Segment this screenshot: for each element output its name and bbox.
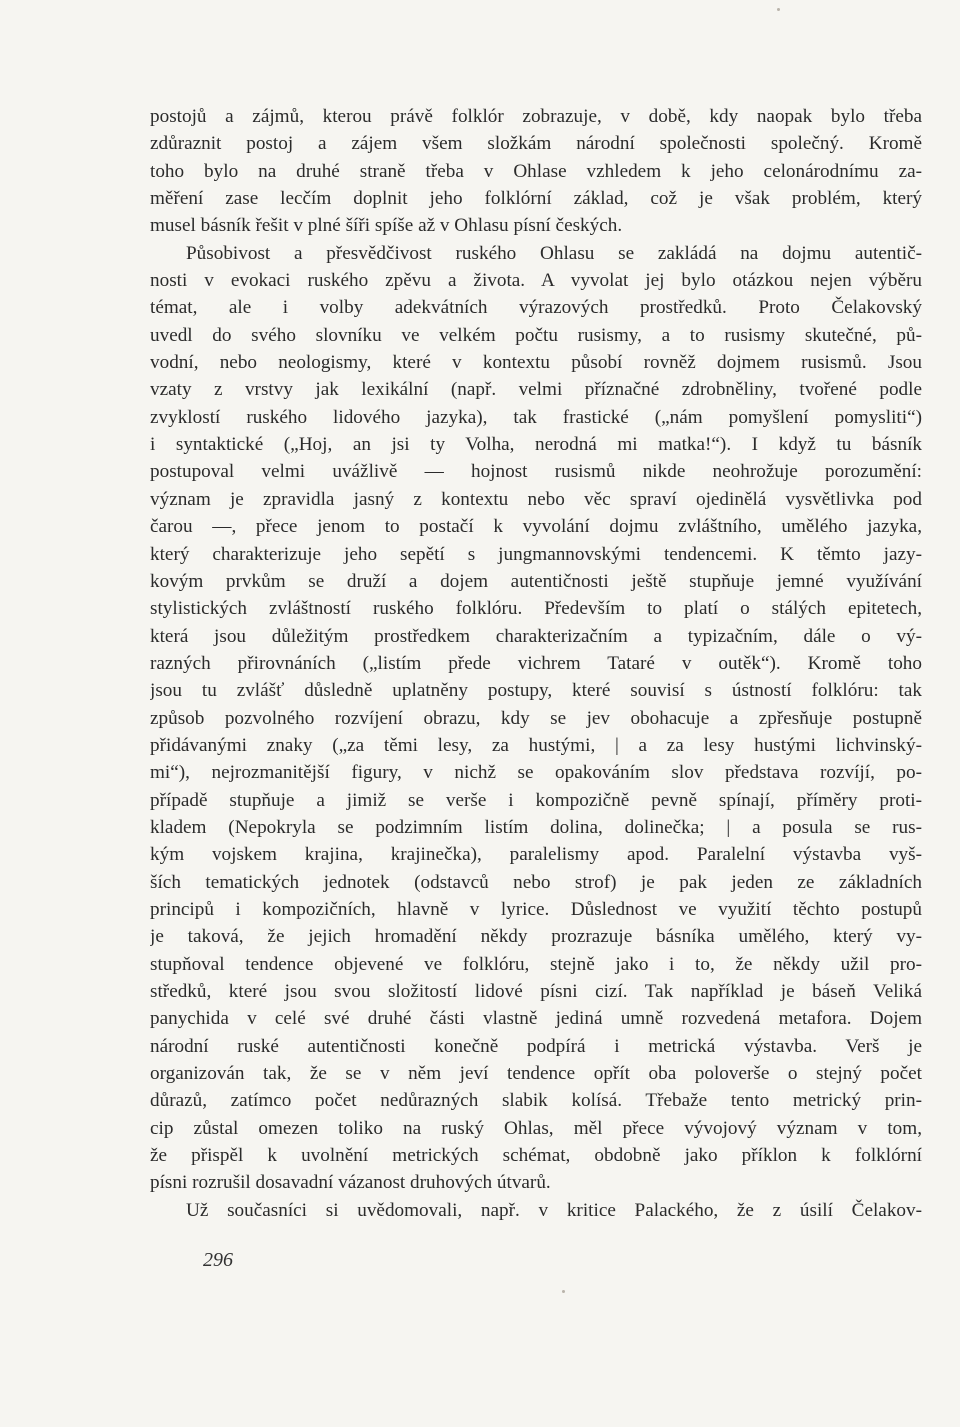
page-number: 296 (203, 1249, 233, 1271)
text-line: musel básník řešit v plné šíři spíše až v Ohlasu písní českých. (150, 215, 623, 237)
text-line: kým vojskem krajina, krajinečka), paralelismy apod. Paralelní výstavba vyš- (150, 844, 922, 866)
scan-speck (777, 8, 780, 11)
text-line: která jsou důležitým prostředkem charakterizačním a typizačním, dále o vý- (150, 625, 922, 647)
text-line: Působivost a přesvědčivost ruského Ohlasu se zakládá na dojmu autentič- (186, 242, 922, 264)
text-line: zvyklostí ruského lidového jazyka), tak frastické („nám pomyšlení pomysliti“) (150, 406, 922, 428)
text-line: cip zůstal omezen toliko na ruský Ohlas, měl přece vývojový význam v tom, (150, 1117, 922, 1139)
text-line: že přispěl k uvolnění metrických schémat, obdobně jako příklon k folklórní (150, 1145, 922, 1167)
text-line: kladem (Nepokryla se podzimním listím dolina, dolinečka; | a posula se rus- (150, 816, 922, 838)
text-line: národní ruské autentičnosti konečně podpírá i metrická výstavba. Verš je (150, 1035, 922, 1057)
text-line: čarou —, přece jenom to postačí k vyvolání dojmu zvláštního, umělého jazyka, (150, 516, 922, 538)
text-line: ších tematických jednotek (odstavců nebo strof) je pak jeden ze základních (150, 871, 922, 893)
scan-speck (562, 1290, 565, 1293)
text-line: postojů a zájmů, kterou právě folklór zobrazuje, v době, kdy naopak bylo třeba (150, 106, 922, 127)
text-line: měření zase lecčím doplnit jeho folklórní základ, což je však problém, který (150, 188, 922, 210)
text-line: uvedl do svého slovníku ve velkém počtu rusismy, a to rusismy skutečné, pů- (150, 324, 922, 346)
text-line: principů i kompozičních, hlavně v lyrice. Důslednost ve využití těchto postupů (150, 898, 922, 920)
text-line: stupňoval tendence objevené ve folklóru, stejně jako i to, že někdy užil pro- (150, 953, 922, 975)
text-line: organizován tak, že se v něm jeví tendence opřít oba poloverše o stejný počet (150, 1063, 922, 1085)
text-line: případě stupňuje a jimiž se verše i kompozičně pevně spínají, příměry proti- (150, 789, 922, 811)
text-line: přidávanými znaky („za těmi lesy, za hustými, | a za lesy hustými lichvinský- (150, 734, 922, 756)
text-line: panychida v celé své druhé části vlastně jediná umně rozvedená metafora. Dojem (150, 1008, 922, 1030)
text-line: nosti v evokaci ruského zpěvu a života. A vyvolat jej bylo otázkou nejen výběru (150, 270, 922, 292)
text-line: mi“), nejrozmanitější figury, v nichž se opakováním slov představa rozvíjí, po- (150, 762, 922, 784)
text-line: razných přirovnáních („listím přede vichrem Tataré v outěk“). Kromě toho (150, 652, 922, 674)
text-line: postupoval velmi uvážlivě — hojnost rusismů nikde neohrožuje porozumění: (150, 461, 922, 483)
text-line: kovým prvkům se druží a dojem autentičnosti ještě stupňuje jemné využívání (150, 570, 922, 592)
text-line: význam je zpravidla jasný z kontextu nebo věc spraví ojedinělá vysvětlivka pod (150, 488, 922, 510)
text-line: je taková, že jejich hromadění někdy prozrazuje básníka umělého, který vy- (150, 926, 922, 948)
text-line: písni rozrušil dosavadní vázanost druhových útvarů. (150, 1172, 551, 1194)
text-line: i syntaktické („Hoj, an jsi ty Volha, nerodná mi matka!“). I když tu básník (150, 434, 922, 456)
text-line: který charakterizuje jeho sepětí s jungmannovskými tendencemi. K těmto jazy- (150, 543, 922, 565)
text-line: vzaty z vrstvy jak lexikální (např. velmi příznačné zdrobněliny, tvořené podle (150, 379, 922, 401)
text-line: jsou tu zvlášť důsledně uplatněny postupy, které souvisí s ústností folklóru: tak (150, 680, 922, 702)
text-line: vodní, nebo neologismy, které v kontextu působí rovněž dojmem rusismů. Jsou (150, 352, 922, 374)
text-line: témat, ale i volby adekvátních výrazových prostředků. Proto Čelakovský (150, 297, 922, 319)
body-text (150, 103, 922, 1224)
text-line: důrazů, zatímco počet nedůrazných slabik kolísá. Třebaže tento metrický prin- (150, 1090, 922, 1112)
text-line: stylistických zvláštností ruského folklóru. Především to platí o stálých epitetech, (150, 598, 922, 620)
text-line: středků, které jsou svou složitostí lidové písni cizí. Tak například je báseň Veliká (150, 981, 922, 1002)
text-line: zdůraznit postoj a zájem všem složkám národní společnosti společný. Kromě (150, 133, 922, 155)
text-line: způsob pozvolného rozvíjení obrazu, kdy se jev obohacuje a zpřesňuje postupně (150, 707, 922, 729)
text-line: toho bylo na druhé straně třeba v Ohlase vzhledem k jeho celonárodnímu za- (150, 160, 922, 182)
text-line: Už současníci si uvědomovali, např. v kritice Palackého, že z úsilí Čelakov- (186, 1199, 922, 1221)
